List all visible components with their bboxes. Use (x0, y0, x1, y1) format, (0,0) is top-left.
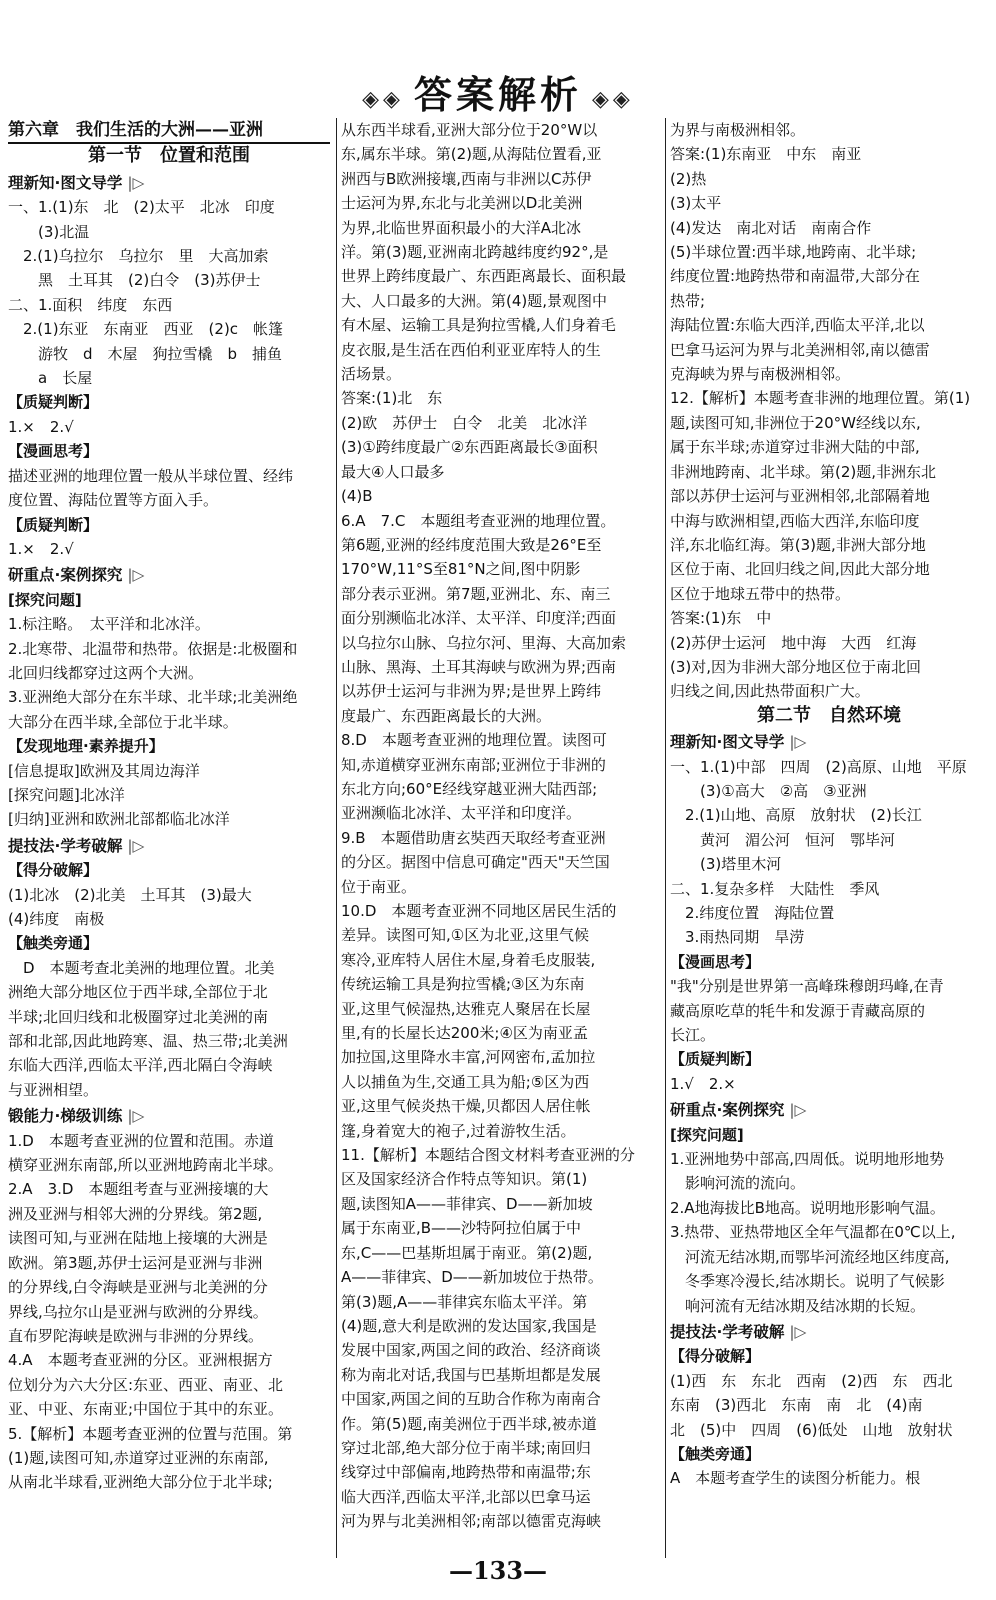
text-line: 长江。 (670, 1026, 716, 1045)
text-line: 中海与欧洲相望,西临大西洋,东临印度 (670, 511, 920, 530)
section-banner: 提技法·学考破解 |▷ (8, 836, 145, 855)
subsection-tag: 【质疑判断】 (8, 515, 99, 534)
text-line: 4.A 本题考查亚洲的分区。亚洲根据方 (8, 1351, 273, 1370)
text-line: 穿过北部,绝大部分位于南半球;南回归 (341, 1438, 591, 1457)
text-line: 2.(1)乌拉尔 乌拉尔 里 大高加索 (8, 247, 269, 266)
text-line: 篷,身着宽大的袍子,过着游牧生活。 (341, 1121, 576, 1140)
text-line: 非洲地跨南、北半球。第(2)题,非洲东北 (670, 462, 937, 481)
text-line: 称为南北对话,我国与巴基斯坦都是发展 (341, 1365, 601, 1384)
text-line: 洋。第(3)题,亚洲南北跨越纬度约92°,是 (341, 243, 609, 262)
subsection-tag: 【质疑判断】 (670, 1050, 761, 1069)
text-line: 皮衣服,是生活在西伯利亚亚库特人的生 (341, 340, 601, 359)
text-line: 部分表示亚洲。第7题,亚洲北、东、南三 (341, 584, 611, 603)
text-line: [归纳]亚洲和欧洲北部都临北冰洋 (8, 810, 230, 829)
text-line: 答案:(1)东南亚 中东 南亚 (670, 145, 862, 164)
text-line: 题,读图知A——菲律宾、D——新加坡 (341, 1194, 593, 1213)
banner-arrow-icon: |▷ (122, 566, 145, 585)
text-line: (1)西 东 东北 西南 (2)西 东 西北 (670, 1371, 953, 1390)
text-line: 响河流有无结冰期及结冰期的长短。 (670, 1296, 926, 1315)
text-line: 东,C——巴基斯坦属于南亚。第(2)题, (341, 1243, 593, 1262)
subsection-tag: [探究问题] (8, 590, 82, 609)
text-line: 面分别濒临北冰洋、太平洋、印度洋;西面 (341, 609, 617, 628)
text-line: 二、1.面积 纬度 东西 (8, 295, 173, 314)
text-line: 发展中国家,两国之间的政治、经济商谈 (341, 1341, 601, 1360)
text-line: (4)题,意大利是欧洲的发达国家,我国是 (341, 1316, 597, 1335)
text-line: 横穿亚洲东南部,所以亚洲地跨南北半球。 (8, 1156, 283, 1175)
text-line: 属于东南亚,B——沙特阿拉伯属于中 (341, 1219, 582, 1238)
page-title: ◈◈ 答案解析 ◈◈ (362, 72, 634, 117)
text-line: 2.(1)山地、高原 放射状 (2)长江 (670, 806, 922, 825)
text-line: 中国家,两国之间的互助合作称为南南合 (341, 1390, 601, 1409)
text-line: 2.(1)东亚 东南亚 西亚 (2)c 帐篷 (8, 320, 284, 339)
text-line: (5)半球位置:西半球,地跨南、北半球; (670, 243, 917, 262)
text-line: 河为界与北美洲相邻;南部以德雷克海峡 (341, 1512, 602, 1531)
text-line: (2)热 (670, 169, 707, 188)
text-line: 与亚洲相望。 (8, 1080, 99, 1099)
text-line: 游牧 d 木屋 狗拉雪橇 b 捕鱼 (8, 344, 283, 363)
text-line: 2.纬度位置 海陆位置 (670, 904, 835, 922)
text-line: 归线之间,因此热带面积广大。 (670, 682, 870, 701)
text-line: 差异。读图可知,①区为北亚,这里气候 (341, 926, 589, 945)
text-line: 3.热带、亚热带地区全年气温都在0℃以上, (670, 1223, 956, 1242)
text-line: (4)B (341, 487, 373, 506)
text-line: 度最广、东西距离最长的大洲。 (341, 706, 552, 725)
text-line: 里,有的长屋长达200米;④区为南亚孟 (341, 1024, 588, 1043)
text-line: 区位于地球五带中的热带。 (670, 584, 851, 603)
text-line: 从南北半球看,亚洲绝大部分位于北半球; (8, 1473, 273, 1492)
text-line: (2)欧 苏伊士 白令 北美 北冰洋 (341, 413, 588, 432)
text-line: 1.√ 2.× (670, 1074, 736, 1093)
text-line: 人以捕鱼为生,交通工具为船;⑤区为西 (341, 1072, 590, 1091)
text-line: 亚,这里气候炎热干燥,贝都因人居住帐 (341, 1097, 591, 1116)
text-line: 线穿过中部偏南,地跨热带和南温带;东 (341, 1463, 591, 1482)
text-line: 最大④人口最多 (341, 462, 445, 481)
text-line: 5.【解析】本题考查亚洲的位置与范围。第 (8, 1424, 293, 1443)
text-line: 11.【解析】本题结合图文材料考查亚洲的分 (341, 1146, 635, 1165)
text-line: 从东西半球看,亚洲大部分位于20°W以 (341, 121, 598, 139)
text-line: 士运河为界,东北与北美洲以D北美洲 (341, 194, 583, 213)
text-line: (3)①高大 ②高 ③亚洲 (670, 781, 867, 800)
text-line: A——菲律宾、D——新加坡位于热带。 (341, 1268, 603, 1287)
text-line: 传统运输工具是狗拉雪橇;③区为东南 (341, 975, 585, 994)
text-line: 冬季寒冷漫长,结冰期长。说明了气候影 (670, 1272, 945, 1291)
text-line: 第(3)题,A——菲律宾东临太平洋。第 (341, 1292, 588, 1311)
text-line: 河流无结冰期,而鄂毕河流经地区纬度高, (670, 1247, 950, 1266)
text-line: 10.D 本题考查亚洲不同地区居民生活的 (341, 902, 617, 920)
text-line: (2)苏伊士运河 地中海 大西 红海 (670, 633, 917, 652)
text-line: 属于东半球;赤道穿过非洲大陆的中部, (670, 438, 920, 457)
text-line: 6.A 7.C 本题组考查亚洲的地理位置。 (341, 511, 616, 530)
text-line: (3)对,因为非洲大部分地区位于南北回 (670, 657, 922, 676)
text-line: 读图可知,与亚洲在陆地上接壤的大洲是 (8, 1229, 268, 1248)
text-line: 描述亚洲的地理位置一般从半球位置、经纬 (8, 466, 294, 485)
text-line: 东南 (3)西北 东南 南 北 (4)南 (670, 1396, 923, 1415)
text-line: 2.A 3.D 本题组考查与亚洲接壤的大 (8, 1180, 269, 1199)
text-line: (3)北温 (8, 222, 90, 241)
banner-arrow-icon: |▷ (122, 836, 145, 855)
section-banner: 研重点·案例探究 |▷ (670, 1101, 807, 1120)
text-line: 大部分在西半球,全部位于北半球。 (8, 712, 238, 731)
text-line: 3.亚洲绝大部分在东半球、北半球;北美洲绝 (8, 688, 298, 707)
subsection-tag: 【发现地理·素养提升】 (8, 737, 164, 756)
text-line: 藏高原吃草的牦牛和发源于青藏高原的 (670, 1001, 926, 1020)
text-line: 部以苏伊士运河与亚洲相邻,北部隔着地 (670, 487, 930, 506)
text-line: 克海峡为界与南极洲相邻。 (670, 365, 851, 384)
subsection-tag: 【触类旁通】 (670, 1444, 761, 1463)
text-line: 一、1.(1)东 北 (2)太平 北冰 印度 (8, 198, 275, 217)
text-line: 8.D 本题考查亚洲的地理位置。读图可 (341, 731, 607, 750)
text-line: 界线,乌拉尔山是亚洲与欧洲的分界线。 (8, 1302, 268, 1321)
text-line: 东,属东半球。第(2)题,从海陆位置看,亚 (341, 145, 602, 164)
text-line: 北回归线都穿过这两个大洲。 (8, 663, 204, 682)
text-line: 的分界线,白令海峡是亚洲与北美洲的分 (8, 1278, 268, 1297)
text-line: 1.× 2.√ (8, 539, 74, 558)
section-banner: 理新知·图文导学 |▷ (8, 173, 145, 192)
section-banner: 提技法·学考破解 |▷ (670, 1322, 807, 1341)
text-line: 12.【解析】本题考查非洲的地理位置。第(1) (670, 389, 971, 408)
text-line: 热带; (670, 291, 706, 310)
text-line: 第6题,亚洲的经纬度范围大致是26°E至 (341, 535, 602, 554)
text-line: 洋,东北临红海。第(3)题,非洲大部分地 (670, 535, 926, 554)
text-line: "我"分别是世界第一高峰珠穆朗玛峰,在青 (670, 977, 944, 996)
text-line: 亚、中亚、东南亚;中国位于其中的东亚。 (8, 1400, 284, 1419)
text-line: 的分区。据图中信息可确定"西天"天竺国 (341, 853, 610, 872)
text-line: 一、1.(1)中部 四周 (2)高原、山地 平原 (670, 757, 967, 776)
subsection-tag: 【漫画思考】 (670, 952, 761, 971)
subsection-tag: 【漫画思考】 (8, 442, 99, 461)
text-line: 洲及亚洲与相邻大洲的分界线。第2题, (8, 1204, 263, 1223)
text-line: 题,读图可知,非洲位于20°W经线以东, (670, 413, 921, 432)
text-line: 区位于南、北回归线之间,因此大部分地 (670, 560, 930, 579)
page-header (0, 64, 996, 119)
text-line: 大、人口最多的大洲。第(4)题,景观图中 (341, 291, 608, 310)
text-line: 为界,北临世界面积最小的大洋A北冰 (341, 218, 582, 237)
subsection-tag: 【得分破解】 (8, 861, 99, 880)
text-line: (3)①跨纬度最广②东西距离最长③面积 (341, 438, 598, 457)
text-line: 1.× 2.√ (8, 417, 74, 436)
text-line: 黑 土耳其 (2)白令 (3)苏伊士 (8, 271, 261, 290)
text-line: 欧洲。第3题,苏伊士运河是亚洲与非洲 (8, 1253, 263, 1272)
text-line: 作。第(5)题,南美洲位于西半球,被赤道 (341, 1414, 597, 1433)
banner-arrow-icon: |▷ (784, 1322, 807, 1341)
banner-arrow-icon: |▷ (122, 173, 145, 192)
text-line: 答案:(1)北 东 (341, 389, 443, 408)
text-line: (3)塔里木河 (670, 855, 782, 874)
banner-arrow-icon: |▷ (784, 1101, 807, 1120)
text-line: 巴拿马运河为界与北美洲相邻,南以德雷 (670, 340, 930, 359)
text-line: (4)发达 南北对话 南南合作 (670, 218, 872, 237)
subsection-tag: 【得分破解】 (670, 1347, 761, 1366)
text-line: 半球;北回归线和北极圈穿过北美洲的南 (8, 1007, 269, 1026)
text-line: (3)太平 (670, 194, 722, 213)
text-line: [信息提取]欧洲及其周边海洋 (8, 761, 200, 780)
text-line: [探究问题]北冰洋 (8, 785, 125, 804)
text-line: a 长屋 (8, 369, 93, 388)
text-line: 部和北部,因此地跨寒、温、热三带;北美洲 (8, 1032, 288, 1051)
text-line: 1.标注略。 太平洋和北冰洋。 (8, 615, 210, 634)
text-line: 度位置、海陆位置等方面入手。 (8, 491, 219, 510)
column-left (8, 118, 337, 1558)
text-line: 东临大西洋,西临太平洋,西北隔白令海峡 (8, 1056, 273, 1075)
text-line: 临大西洋,西临太平洋,北部以巴拿马运 (341, 1487, 591, 1506)
text-line: 1.亚洲地势中部高,四周低。说明地形地势 (670, 1150, 945, 1169)
section-banner: 理新知·图文导学 |▷ (670, 733, 807, 752)
text-line: 为界与南极洲相邻。 (670, 121, 806, 139)
section-heading: 第一节 位置和范围 (88, 145, 250, 167)
text-line: 位划分为六大分区:东亚、西亚、南亚、北 (8, 1375, 284, 1394)
text-line: (4)纬度 南极 (8, 910, 105, 928)
text-line: 1.D 本题考查亚洲的位置和范围。赤道 (8, 1131, 274, 1150)
section-banner: 研重点·案例探究 |▷ (8, 566, 145, 585)
section-banner: 锻能力·梯级训练 |▷ (8, 1107, 145, 1126)
column-right (670, 118, 988, 1558)
subsection-tag: 【质疑判断】 (8, 393, 99, 412)
text-line: 影响河流的流向。 (670, 1174, 806, 1193)
text-line: 直布罗陀海峡是欧洲与非洲的分界线。 (8, 1326, 264, 1345)
text-line: 活场景。 (341, 365, 402, 384)
text-line: 亚,这里气候湿热,达雅克人聚居在长屋 (341, 999, 591, 1018)
section-heading: 第二节 自然环境 (757, 704, 901, 726)
text-line: 海陆位置:东临大西洋,西临太平洋,北以 (670, 316, 925, 335)
text-line: 寒冷,亚库特人居住木屋,身着毛皮服装, (341, 950, 596, 969)
text-line: 二、1.复杂多样 大陆性 季风 (670, 879, 880, 898)
text-line: 洲西与B欧洲接壤,西南与非洲以C苏伊 (341, 169, 592, 188)
text-line: 亚洲濒临北冰洋、太平洋和印度洋。 (341, 804, 582, 823)
text-line: 北 (5)中 四周 (6)低处 山地 放射状 (670, 1420, 953, 1439)
text-line: 以乌拉尔山脉、乌拉尔河、里海、大高加索 (341, 633, 627, 652)
text-line: (1)北冰 (2)北美 土耳其 (3)最大 (8, 885, 252, 904)
subsection-tag: 【触类旁通】 (8, 934, 99, 953)
text-line: 洲绝大部分地区位于西半球,全部位于北 (8, 983, 268, 1002)
text-line: 纬度位置:地跨热带和南温带,大部分在 (670, 267, 920, 286)
text-line: 2.A地海拔比B地高。说明地形影响气温。 (670, 1198, 945, 1217)
text-line: 170°W,11°S至81°N之间,图中阴影 (341, 560, 581, 579)
text-line: A 本题考查学生的读图分析能力。根 (670, 1469, 921, 1488)
text-line: 山脉、黑海、土耳其海峡与欧洲为界;西南 (341, 657, 617, 676)
column-middle (341, 118, 666, 1558)
chapter-heading: 第六章 我们生活的大洲——亚洲 (8, 118, 330, 144)
subsection-tag: [探究问题] (670, 1125, 744, 1144)
right-ornament-icon: ◈◈ (592, 85, 634, 112)
text-line: 9.B 本题借助唐玄奘西天取经考查亚洲 (341, 828, 606, 847)
text-line: 3.雨热同期 旱涝 (670, 928, 805, 947)
banner-arrow-icon: |▷ (122, 1107, 145, 1126)
text-line: 知,赤道横穿亚洲东南部;亚洲位于非洲的 (341, 755, 606, 774)
page-number: —133— (448, 1556, 548, 1585)
text-line: 世界上跨纬度最广、东西距离最长、面积最 (341, 267, 627, 286)
text-line: 答案:(1)东 中 (670, 609, 772, 628)
text-line: 位于南亚。 (341, 877, 417, 896)
text-line: 区及国家经济合作特点等知识。第(1) (341, 1170, 588, 1189)
text-line: 黄河 湄公河 恒河 鄂毕河 (670, 830, 896, 849)
text-line: 有木屋、运输工具是狗拉雪橇,人们身着毛 (341, 316, 616, 335)
text-line: 东北方向;60°E经线穿越亚洲大陆西部; (341, 779, 598, 798)
text-line: 2.北寒带、北温带和热带。依据是:北极圈和 (8, 639, 298, 658)
banner-arrow-icon: |▷ (784, 733, 807, 752)
text-line: 加拉国,这里降水丰富,河网密布,孟加拉 (341, 1048, 596, 1067)
text-line: 以苏伊士运河与非洲为界;是世界上跨纬 (341, 682, 602, 701)
text-line: (1)题,读图可知,赤道穿过亚洲的东南部, (8, 1448, 269, 1467)
text-line: D 本题考查北美洲的地理位置。北美 (8, 958, 275, 977)
left-ornament-icon: ◈◈ (362, 85, 404, 112)
